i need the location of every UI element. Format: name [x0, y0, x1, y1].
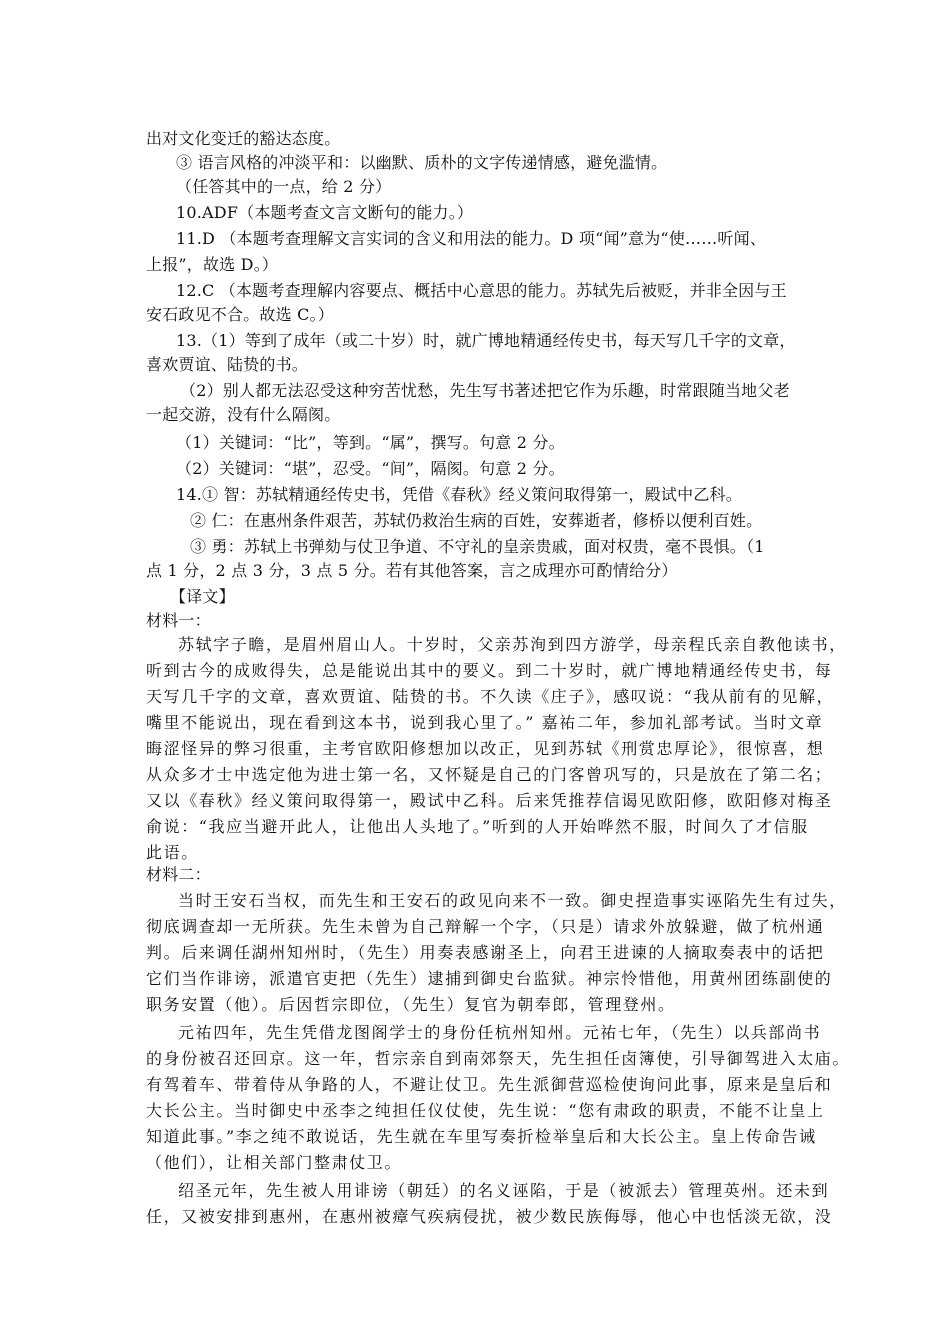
material-2-line: 当时王安石当权，而先生和王安石的政见向来不一致。御史捏造事实诬陷先生有过失，: [178, 891, 847, 910]
material-2-line: 知道此事。”李之纯不敢说话，先生就在车里写奏折检举皇后和大长公主。皇上传命告诫: [146, 1127, 817, 1146]
material-2-heading: 材料二：: [146, 865, 211, 884]
answer-line: ② 仁：在惠州条件艰苦，苏轼仍救治生病的百姓，安葬逝者，修桥以便利百姓。: [190, 511, 763, 530]
material-2-line: 的身份被召还回京。这一年，哲宗亲自到南郊祭天，先生担任卤簿使，引导御驾进入太庙。: [146, 1049, 851, 1068]
material-2-line: （他们），让相关部门整肃仗卫。: [146, 1153, 403, 1172]
material-2-line: 大长公主。当时御史中丞李之纯担任仪仗使，先生说：“您有肃政的职责，不能不让皇上: [146, 1101, 825, 1120]
material-1-line: 又以《春秋》经义策问取得第一，殿试中乙科。后来凭推荐信谒见欧阳修，欧阳修对梅圣: [146, 791, 833, 810]
answer-line: 一起交游，没有什么隔阂。: [146, 405, 341, 424]
answer-line: 出对文化变迁的豁达态度。: [146, 129, 341, 148]
answer-line: （2）别人都无法忍受这种穷苦忧愁，先生写书著述把它作为乐趣，时常跟随当地父老: [180, 381, 790, 400]
material-1-line: 苏轼字子瞻，是眉州眉山人。十岁时，父亲苏洵到四方游学，母亲程氏亲自教他读书，: [178, 635, 847, 654]
answer-line: 14.① 智：苏轼精通经传史书，凭借《春秋》经义策问取得第一，殿试中乙科。: [176, 485, 742, 504]
material-1-line: 俞说：“我应当避开此人，让他出人头地了。”听到的人开始哗然不服，时间久了才信服: [146, 817, 809, 836]
answer-line: 点 1 分，2 点 3 分，3 点 5 分。若有其他答案，言之成理亦可酌情给分）: [146, 561, 678, 580]
answer-line: 上报”，故选 D。）: [146, 255, 279, 274]
material-2-line: 有驾着车、带着侍从争路的人，不避让仗卫。先生派御营巡检使询问此事，原来是皇后和: [146, 1075, 833, 1094]
answer-line: 11.D （本题考查理解文言实词的含义和用法的能力。D 项“闻”意为“使……听闻、: [176, 229, 767, 248]
material-2-line: 元祐四年，先生凭借龙图阁学士的身份任杭州知州。元祐七年，（先生）以兵部尚书: [178, 1023, 822, 1042]
material-1-heading: 材料一：: [146, 611, 211, 630]
material-1-line: 此语。: [146, 843, 199, 862]
answer-line: 12.C （本题考查理解内容要点、概括中心意思的能力。苏轼先后被贬，并非全因与王: [176, 281, 787, 300]
answer-line: （任答其中的一点，给 2 分）: [176, 177, 392, 196]
answer-line: 13.（1）等到了成年（或二十岁）时，就广博地精通经传史书，每天写几千字的文章，: [176, 331, 796, 350]
material-1-line: 天写几千字的文章，喜欢贾谊、陆贽的书。不久读《庄子》，感叹说：“我从前有的见解，: [146, 687, 835, 706]
translation-heading: 【译文】: [170, 587, 235, 606]
answer-line: ③ 勇：苏轼上书弹劾与仗卫争道、不守礼的皇亲贵戚，面对权贵，毫不畏惧。（1: [190, 537, 765, 556]
material-1-line: 晦涩怪异的弊习很重，主考官欧阳修想加以改正，见到苏轼《刑赏忠厚论》，很惊喜，想: [146, 739, 825, 758]
material-2-line: 彻底调查却一无所获。先生未曾为自己辩解一个字，（只是）请求外放躲避，做了杭州通: [146, 917, 825, 936]
material-2-line: 它们当作诽谤，派遣官吏把（先生）逮捕到御史台监狱。神宗怜惜他，用黄州团练副使的: [146, 969, 833, 988]
material-1-line: 从众多才士中选定他为进士第一名，又怀疑是自己的门客曾巩写的，只是放在了第二名；: [146, 765, 833, 784]
material-2-line: 绍圣元年，先生被人用诽谤（朝廷）的名义诬陷，于是（被派去）管理英州。还未到: [178, 1181, 830, 1200]
answer-line: 安石政见不合。故选 C。）: [146, 305, 334, 324]
material-2-line: 职务安置（他）。后因哲宗即位，（先生）复官为朝奉郎，管理登州。: [146, 995, 676, 1014]
material-2-line: 任，又被安排到惠州，在惠州被瘴气疾病侵扰，被少数民族侮辱，他心中也恬淡无欲，没: [146, 1207, 833, 1226]
material-1-line: 听到古今的成败得失，总是能说出其中的要义。到二十岁时，就广博地精通经传史书，每: [146, 661, 833, 680]
answer-line: 喜欢贾谊、陆贽的书。: [146, 355, 309, 374]
material-2-line: 判。后来调任湖州知州时，（先生）用奏表感谢圣上，向君王进谏的人摘取奏表中的话把: [146, 943, 825, 962]
material-1-line: 嘴里不能说出，现在看到这本书，说到我心里了。” 嘉祐二年，参加礼部考试。当时文章: [146, 713, 824, 732]
answer-line: （1）关键词：“比”，等到。“属”，撰写。句意 2 分。: [176, 433, 565, 452]
answer-line: （2）关键词：“堪”，忍受。“间”，隔阂。句意 2 分。: [176, 459, 565, 478]
answer-line: 10.ADF（本题考查文言文断句的能力。）: [176, 203, 474, 222]
answer-line: ③ 语言风格的冲淡平和：以幽默、质朴的文字传递情感，避免滥情。: [176, 153, 668, 172]
